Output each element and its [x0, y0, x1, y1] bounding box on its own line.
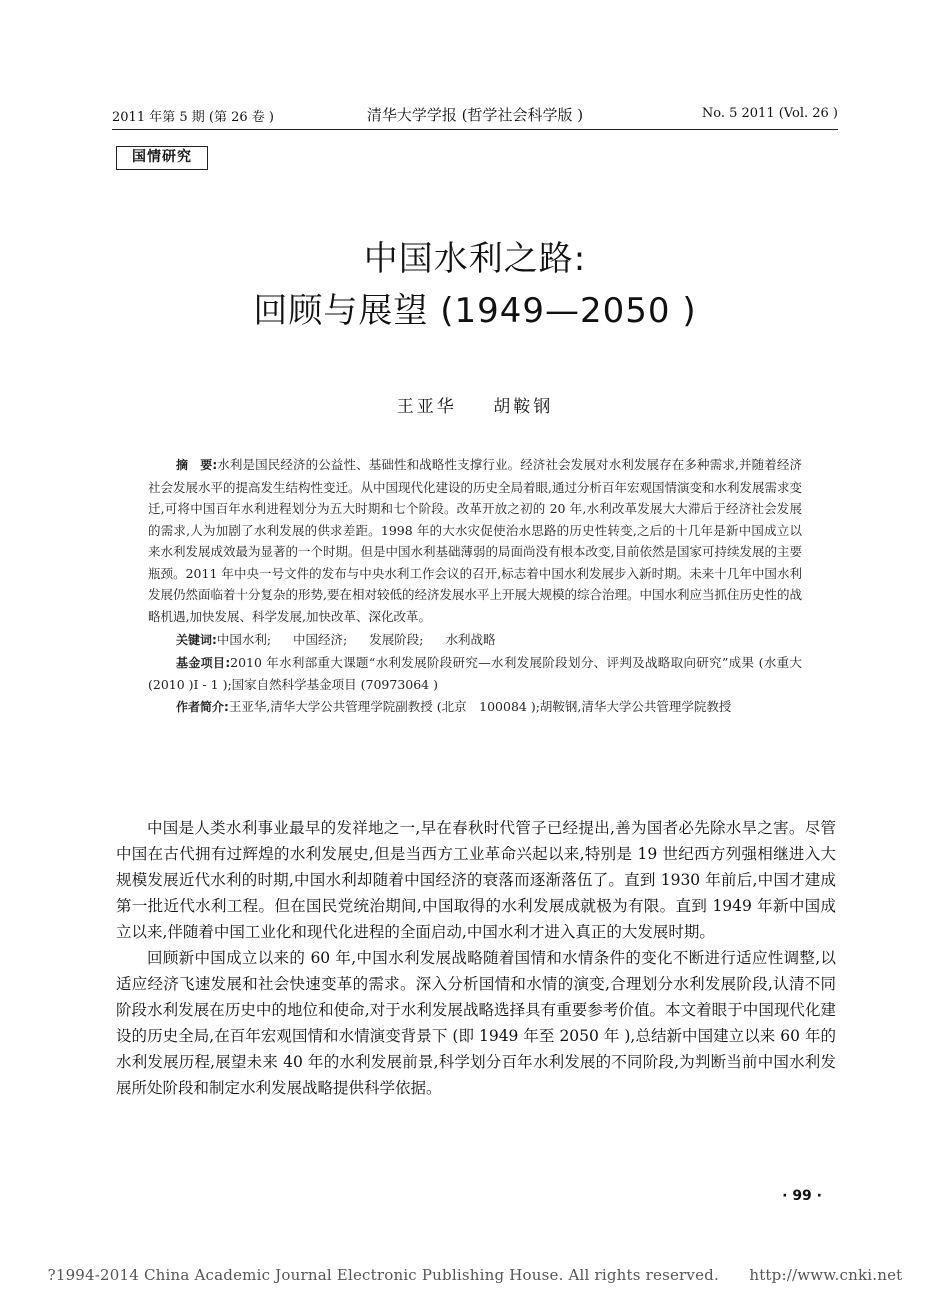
page-number: · 99 ·: [782, 1188, 822, 1204]
title-line-2: 回顾与展望 (1949—2050 ): [253, 291, 697, 331]
abstract: [148, 454, 802, 627]
section-label: 国情研究: [116, 146, 208, 170]
fund-label: 基金项目:: [176, 655, 231, 670]
keyword: 发展阶段;: [369, 632, 424, 647]
author-intro-text: 王亚华,清华大学公共管理学院副教授 (北京 100084 );胡鞍钢,清华大学公共管理学院教授: [228, 698, 732, 714]
body-text: [116, 815, 836, 1101]
body-paragraph: 回顾新中国成立以来的 60 年,中国水利发展战略随着国情和水情条件的变化不断进行适应性调整,以适应经济飞速发展和社会快速变革的需求。深入分析国情和水情的演变,合理划分水利发展阶段,认清不同阶段水利发展在历史中的地位和使命,对于水利发展战略选择具有重要参考价值。本文着眼于中国现代化建设的历史全局,在百年宏观国情和水情演变背景下 (即 1949 年至 2050 年 ),总结新中国建立以来 60 年的水利发展历程,展望未来 40 年的水利发展前景,科学划分百年水利发展的不同阶段,为判断当前中国水利发展所处阶段和制定水利发展战略提供科学依据。: [116, 949, 836, 1097]
fund-text: 2010 年水利部重大课题“水利发展阶段研究—水利发展阶段划分、评判及战略取向研究”成果 (水重大 (2010 )Ⅰ - 1 );国家自然科学基金项目 (70973064 ): [148, 654, 802, 692]
issue-info: 2011 年第 5 期 (第 26 卷 ): [112, 110, 274, 125]
journal-name: 清华大学学报 (哲学社会科学版 ): [366, 106, 584, 124]
running-header: [112, 103, 838, 130]
keywords-label: 关键词:: [176, 633, 217, 647]
abstract-label: 摘 要:: [176, 458, 218, 472]
author-intro: [148, 696, 802, 719]
copyright-footer: ?1994-2014 China Academic Journal Electronic Publishing House. All rights reserved. http://www.cnki.net: [47, 1266, 903, 1284]
fund-info: [148, 652, 802, 696]
keyword: 中国水利;: [216, 632, 272, 647]
body-paragraph: 中国是人类水利事业最早的发祥地之一,早在春秋时代管子已经提出,善为国者必先除水旱之害。尽管中国在古代拥有过辉煌的水利发展史,但是当西方工业革命兴起以来,特别是 19 世纪西方列强相继进入大规模发展近代水利的时期,中国水利却随着中国经济的衰落而逐渐落伍了。直到 1930 年前后,中国才建成第一批近代水利工程。但在国民党统治期间,中国取得的水利发展成就极为有限。直到 1949 年新中国成立以来,伴随着中国工业化和现代化进程的全面启动,中国水利才进入真正的大发展时期。: [116, 819, 836, 941]
keyword: 水利战略: [445, 632, 496, 647]
author-intro-label: 作者简介:: [176, 699, 229, 714]
volume-info: No. 5 2011 (Vol. 26 ): [701, 106, 838, 121]
abstract-block: [148, 454, 802, 718]
abstract-text: 水利是国民经济的公益性、基础性和战略性支撑行业。经济社会发展对水利发展存在多种需求,并随着经济社会发展水平的提高发生结构性变迁。从中国现代化建设的历史全局着眼,通过分析百年宏观国情演变和水利发展需求变迁,可将中国百年水利进程划分为五大时期和七个阶段。改革开放之初的 20 年,水利改革发展大大滞后于经济社会发展的需求,人为加剧了水利发展的供求差距。1998 年的大水灾促使治水思路的历史性转变,之后的十几年是新中国成立以来水利发展成效最为显著的一个时期。但是中国水利基础薄弱的局面尚没有根本改变,目前依然是国家可持续发展的主要瓶颈。2011 年中央一号文件的发布与中央水利工作会议的召开,标志着中国水利发展步入新时期。未来十几年中国水利发展仍然面临着十分复杂的形势,要在相对较低的经济发展水平上开展大规模的综合治理。中国水利应当抓住历史性的战略机遇,加快发展、科学发展,加快改革、深化改革。: [148, 457, 802, 624]
keyword: 中国经济;: [293, 632, 348, 647]
title-line-1: 中国水利之路:: [363, 239, 587, 279]
article-title: [0, 233, 950, 337]
keywords: [148, 629, 802, 652]
author-name: 王亚华: [396, 397, 457, 417]
author-name: 胡鞍钢: [493, 397, 554, 417]
author-list: [0, 392, 950, 417]
